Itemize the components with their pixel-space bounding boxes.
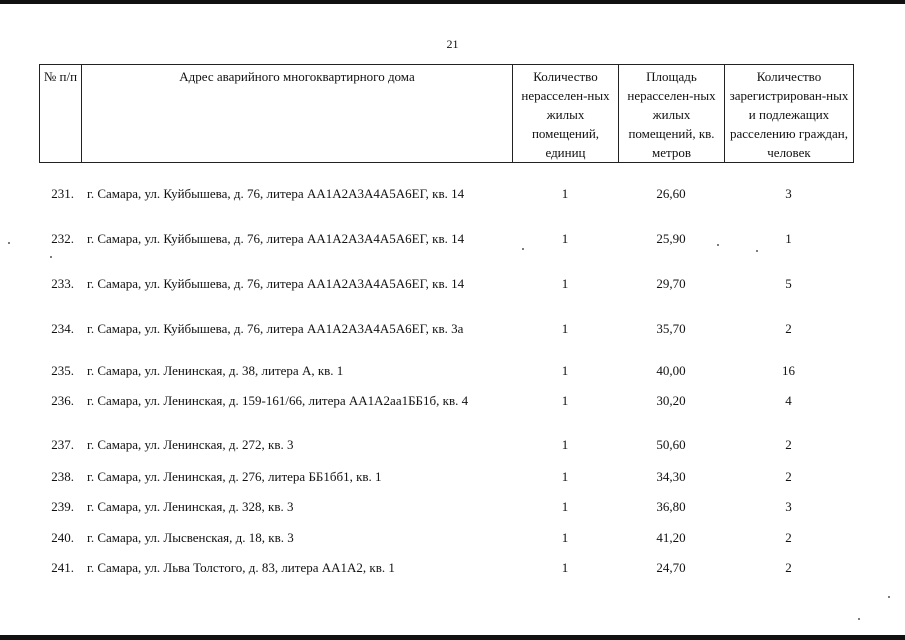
row-number: 239.	[51, 499, 74, 514]
row-count: 1	[561, 321, 569, 336]
row-count: 1	[561, 437, 569, 452]
row-number: 238.	[51, 469, 74, 484]
scan-bottom-edge	[0, 635, 905, 640]
row-count: 1	[561, 560, 569, 575]
row-people: 4	[785, 393, 792, 408]
row-number: 231.	[51, 186, 74, 201]
header-area: Площадь нерасселен-ных жилых помещений, кв. метров	[619, 65, 725, 163]
header-people: Количество зарегистрирован-ных и подлежащих расселению граждан, человек	[725, 65, 854, 163]
row-people: 1	[785, 231, 792, 246]
row-number: 241.	[51, 560, 74, 575]
scan-speck	[522, 248, 524, 250]
row-people: 2	[785, 469, 792, 484]
row-count: 1	[561, 276, 569, 291]
row-people: 2	[785, 321, 792, 336]
row-number: 236.	[51, 393, 74, 408]
row-count: 1	[561, 393, 569, 408]
row-count: 1	[561, 231, 569, 246]
scan-speck	[50, 256, 52, 258]
row-number: 233.	[51, 276, 74, 291]
row-area: 41,20	[656, 530, 686, 545]
header-count: Количество нерасселен-ных жилых помещений, единиц	[513, 65, 619, 163]
row-address: г. Самара, ул. Ленинская, д. 276, литера ББ1бб1, кв. 1	[87, 469, 382, 484]
row-people: 2	[785, 530, 792, 545]
row-address: г. Самара, ул. Ленинская, д. 159-161/66, литера АА1А2аа1ББ1б, кв. 4	[87, 393, 469, 408]
row-people: 2	[785, 560, 792, 575]
row-people: 16	[782, 363, 795, 378]
row-count: 1	[561, 469, 569, 484]
table-header	[39, 64, 854, 163]
row-address: г. Самара, ул. Лысвенская, д. 18, кв. 3	[87, 530, 294, 545]
row-address: г. Самара, ул. Ленинская, д. 328, кв. 3	[87, 499, 294, 514]
row-address: г. Самара, ул. Ленинская, д. 272, кв. 3	[87, 437, 294, 452]
row-number: 232.	[51, 231, 74, 246]
row-count: 1	[561, 499, 569, 514]
row-area: 25,90	[656, 231, 686, 246]
row-address: г. Самара, ул. Куйбышева, д. 76, литера АА1А2А3А4А5А6ЕГ, кв. 14	[87, 276, 465, 291]
scan-speck	[717, 244, 719, 246]
row-number: 235.	[51, 363, 74, 378]
row-address: г. Самара, ул. Куйбышева, д. 76, литера АА1А2А3А4А5А6ЕГ, кв. 3а	[87, 321, 464, 336]
row-people: 3	[785, 186, 792, 201]
row-count: 1	[561, 186, 569, 201]
scan-speck	[8, 242, 10, 244]
row-address: г. Самара, ул. Льва Толстого, д. 83, литера АА1А2, кв. 1	[87, 560, 395, 575]
row-count: 1	[561, 363, 569, 378]
row-area: 35,70	[656, 321, 686, 336]
row-area: 30,20	[656, 393, 686, 408]
row-area: 29,70	[656, 276, 686, 291]
row-number: 234.	[51, 321, 74, 336]
row-address: г. Самара, ул. Ленинская, д. 38, литера А, кв. 1	[87, 363, 344, 378]
row-people: 2	[785, 437, 792, 452]
row-count: 1	[561, 530, 569, 545]
row-area: 26,60	[656, 186, 686, 201]
row-number: 237.	[51, 437, 74, 452]
row-area: 40,00	[656, 363, 686, 378]
row-area: 34,30	[656, 469, 686, 484]
header-num: № п/п	[40, 65, 82, 163]
row-area: 24,70	[656, 560, 686, 575]
scan-speck	[756, 250, 758, 252]
row-area: 50,60	[656, 437, 686, 452]
scan-top-edge	[0, 0, 905, 4]
row-people: 3	[785, 499, 792, 514]
row-address: г. Самара, ул. Куйбышева, д. 76, литера АА1А2А3А4А5А6ЕГ, кв. 14	[87, 186, 465, 201]
row-area: 36,80	[656, 499, 686, 514]
row-people: 5	[785, 276, 792, 291]
row-address: г. Самара, ул. Куйбышева, д. 76, литера АА1А2А3А4А5А6ЕГ, кв. 14	[87, 231, 465, 246]
scan-speck	[858, 618, 860, 620]
row-number: 240.	[51, 530, 74, 545]
header-address: Адрес аварийного многоквартирного дома	[82, 65, 513, 163]
page-number: 21	[446, 37, 459, 51]
scan-speck	[888, 596, 890, 598]
